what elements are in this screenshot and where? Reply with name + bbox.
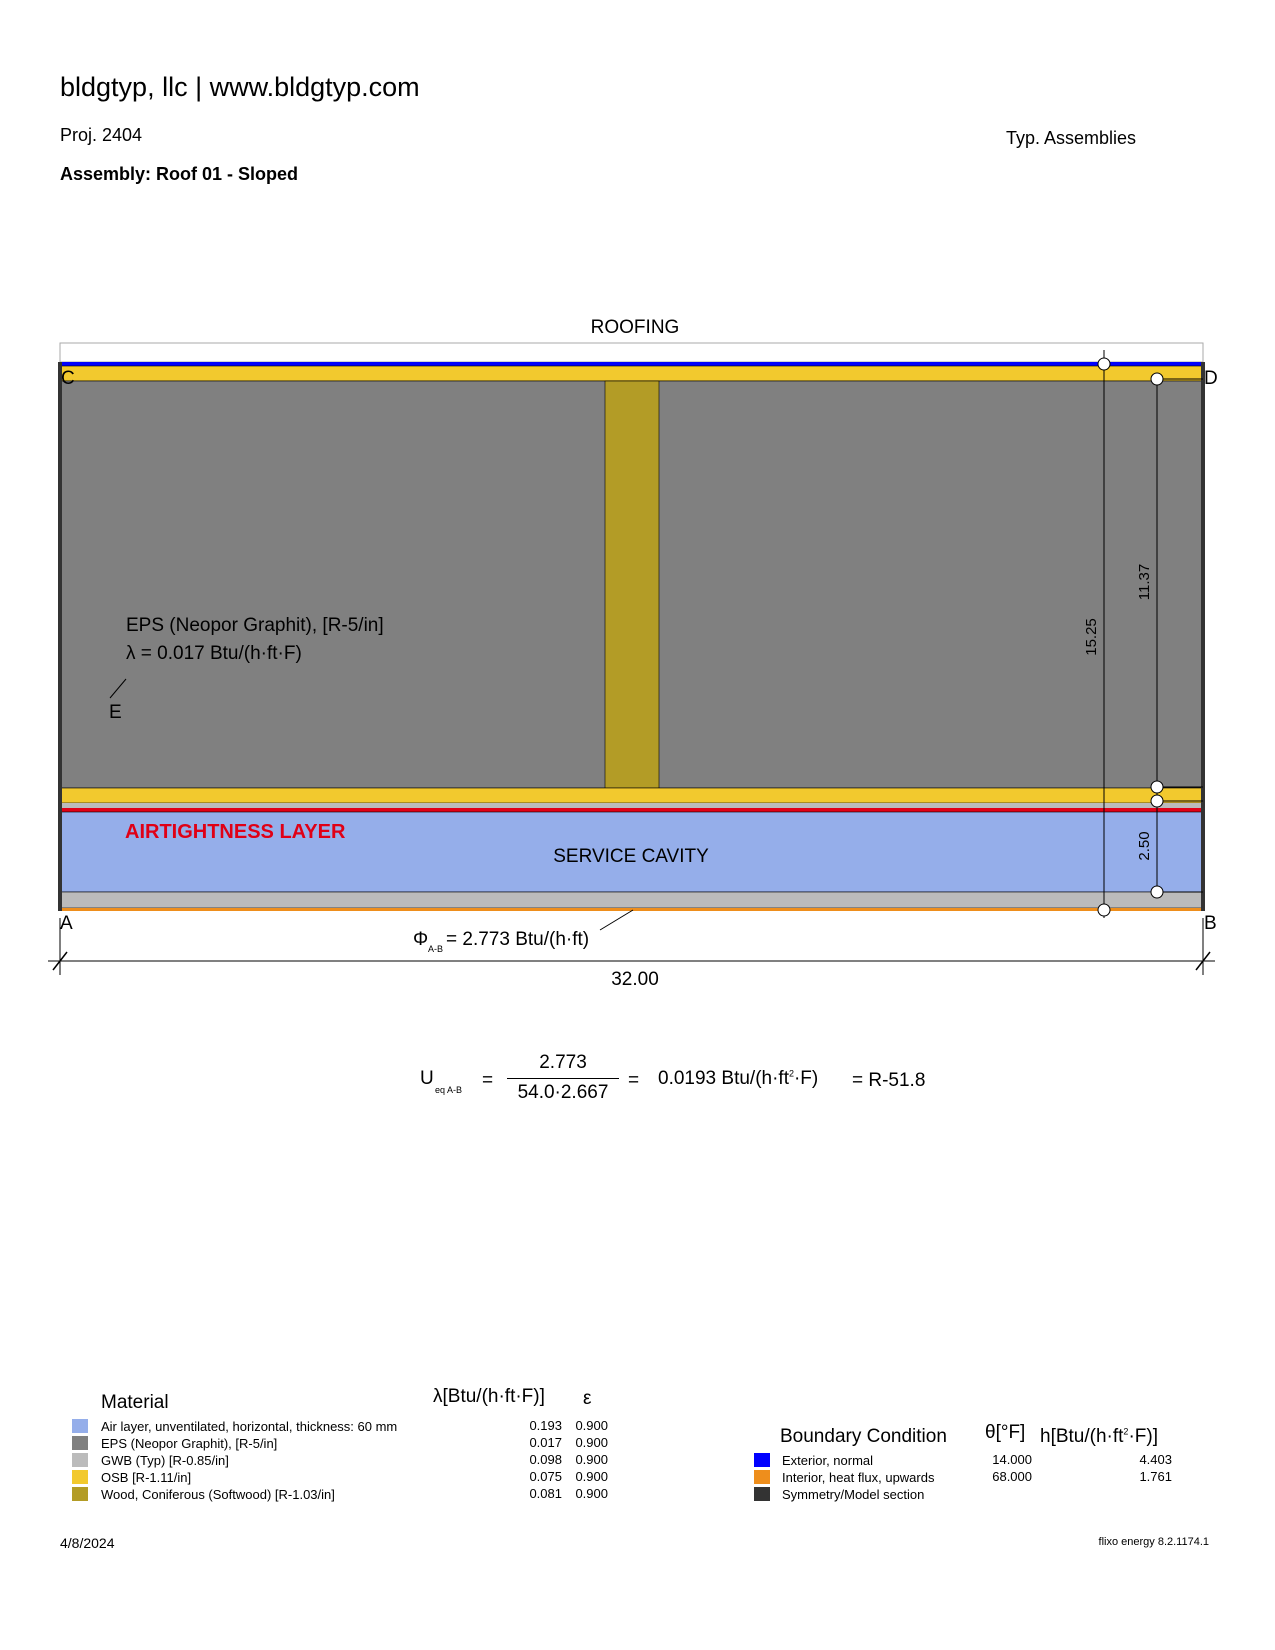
boundary-title: Boundary Condition [780,1426,947,1447]
callout-marker-e: E [109,702,122,723]
h-header [1040,1426,1158,1448]
boundary-name: Exterior, normal [782,1453,874,1468]
dimension-node-bottom [1098,904,1110,916]
material-lambda: 0.017 [529,1435,562,1450]
boundary-name: Symmetry/Model section [782,1487,925,1502]
lambda-header: λ[Btu/(h·ft·F)] [433,1386,545,1407]
material-name: Air layer, unventilated, horizontal, thickness: 60 mm [101,1419,398,1434]
service-cavity-label: SERVICE CAVITY [553,846,709,867]
flux-leader-line [600,910,633,930]
formula-result-sup: 2 [788,1068,794,1079]
roofing-label: ROOFING [590,317,680,338]
dimension-insulation-height: 11.37 [1136,563,1153,601]
material-name: OSB [R-1.11/in] [101,1470,192,1485]
airtightness-line [60,808,1203,812]
u-subscript: eq A-B [435,1085,463,1095]
boundary-swatch [754,1487,770,1501]
left-symmetry-edge [58,362,62,911]
epsilon-header: ε [583,1388,592,1409]
bottom-osb-layer [60,788,1203,803]
gwb-layer [60,892,1203,908]
project-number: Proj. 2404 [60,125,143,145]
h-header-sup: 2 [1123,1426,1129,1437]
dimension-node-cavity-bottom [1151,886,1163,898]
dimension-cavity-height: 2.50 [1136,831,1153,861]
boundary-h: 4.403 [1139,1452,1172,1467]
material-lambda: 0.098 [529,1452,562,1467]
wood-rafter [605,381,659,788]
dimension-node-insulation-bottom [1151,781,1163,793]
h-header-main: h[Btu/(h·ft [1040,1426,1124,1447]
formula-result-tail: ·F) [793,1068,819,1089]
boundary-h: 1.761 [1139,1469,1172,1484]
equals-1: = [482,1070,494,1091]
category-label: Typ. Assemblies [1005,128,1136,148]
eps-callout-label: EPS (Neopor Graphit), [R-5/in] [126,615,384,636]
boundary-swatch [754,1453,770,1467]
material-swatch [72,1470,88,1484]
width-dimension-label: 32.00 [611,969,659,990]
formula-result [658,1068,818,1090]
r-value: = R-51.8 [852,1070,926,1091]
right-symmetry-edge [1201,362,1205,911]
boundary-theta: 68.000 [992,1469,1032,1484]
material-epsilon: 0.900 [575,1435,608,1450]
eps-callout-lambda-value: = 0.017 Btu/(h·ft·F) [140,643,302,664]
corner-label-c: C [61,368,75,389]
company-title: bldgtyp, llc | www.bldgtyp.com [60,72,420,102]
h-header-tail: ·F)] [1128,1426,1158,1447]
footer-software: flixo energy 8.2.1174.1 [1098,1536,1209,1548]
airtightness-label: AIRTIGHTNESS LAYER [125,821,346,843]
material-lambda: 0.075 [529,1469,562,1484]
dimension-node-insulation-top [1151,373,1163,385]
roofing-outline [60,343,1203,362]
dimension-node-top [1098,358,1110,370]
material-lambda: 0.193 [529,1418,562,1433]
fraction-bar [507,1078,619,1079]
material-swatch [72,1487,88,1501]
footer-date: 4/8/2024 [60,1535,115,1551]
u-label: U [420,1068,434,1089]
material-epsilon: 0.900 [575,1418,608,1433]
material-name: EPS (Neopor Graphit), [R-5/in] [101,1436,278,1451]
theta-header: θ[°F] [985,1422,1026,1443]
formula-numerator: 2.773 [539,1052,587,1073]
corner-label-a: A [60,913,73,934]
materials-title: Material [101,1392,169,1413]
corner-label-d: D [1204,368,1218,389]
flux-symbol: Φ [413,929,429,950]
exterior-boundary-line [60,362,1203,366]
boundary-name: Interior, heat flux, upwards [782,1470,935,1485]
top-osb-layer [60,366,1203,381]
material-name: Wood, Coniferous (Softwood) [R-1.03/in] [101,1487,335,1502]
formula-denominator: 54.0·2.667 [517,1082,609,1103]
material-epsilon: 0.900 [575,1469,608,1484]
material-swatch [72,1436,88,1450]
material-swatch [72,1453,88,1467]
corner-label-b: B [1204,913,1217,934]
material-lambda: 0.081 [529,1486,562,1501]
boundary-swatch [754,1470,770,1484]
material-name: GWB (Typ) [R-0.85/in] [101,1453,229,1468]
flux-value: = 2.773 Btu/(h·ft) [446,929,590,950]
dimension-total-height: 15.25 [1083,618,1100,656]
assembly-title: Assembly: Roof 01 - Sloped [60,164,299,184]
equals-2: = [628,1070,640,1091]
dimension-node-cavity-top [1151,795,1163,807]
eps-callout-lambda: λ = 0.017 Btu/(h·ft·F) [126,643,302,664]
material-epsilon: 0.900 [575,1486,608,1501]
boundary-theta: 14.000 [992,1452,1032,1467]
formula-result-main: 0.0193 Btu/(h·ft [658,1068,789,1089]
material-swatch [72,1419,88,1433]
flux-subscript: A-B [428,944,444,954]
material-epsilon: 0.900 [575,1452,608,1467]
